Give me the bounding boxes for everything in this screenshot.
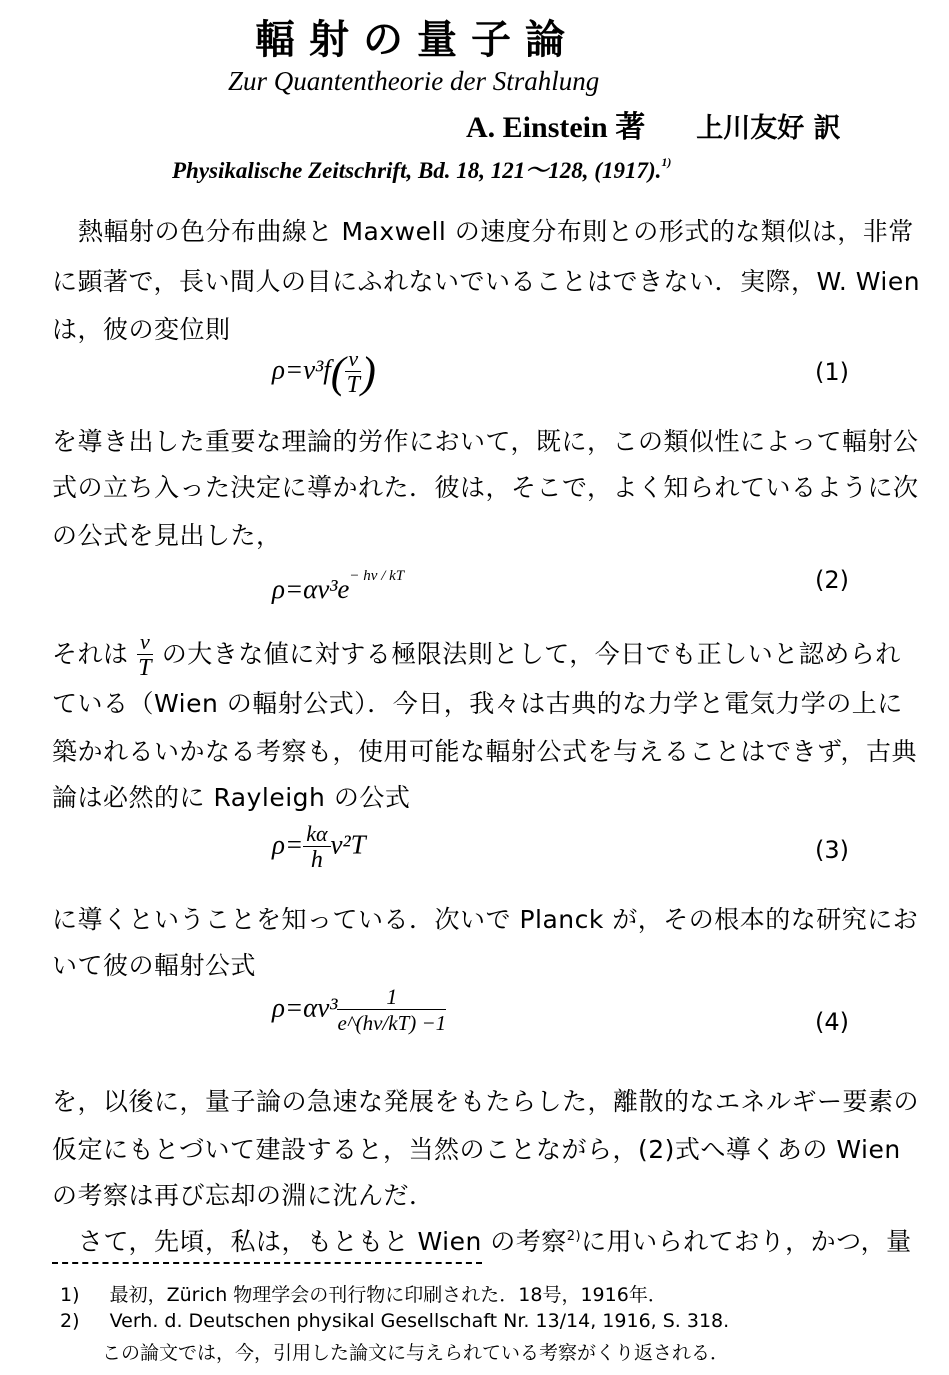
journal-footnote-mark: 1) [661,155,672,169]
equation-4 [272,985,446,1036]
eq3-lhs: ρ= [272,829,304,860]
body-line: 仮定にもとづいて建設すると，当然のことながら，(2)式へ導くあの Wien [52,1135,901,1164]
paper-subtitle: Zur Quantentheorie der Strahlung [228,66,600,96]
frac-numerator: ν [137,630,153,655]
equation-2 [272,568,404,605]
eq4-denominator: e^(hν/kT) −1 [337,1011,447,1035]
footnote-2-mark: 2) [60,1310,80,1332]
eq3-fraction [303,822,330,873]
body-line [78,1222,912,1258]
footnote-1-text: 最初，Zürich 物理学会の刊行物に印刷された．18号，1916年． [109,1284,667,1306]
body-line: いて彼の輻射公式 [52,951,257,980]
footnote-2 [60,1310,729,1332]
equation-2-label: (2) [815,566,849,594]
body-line: 熱輻射の色分布曲線と Maxwell の速度分布則との形式的な類似は，非常 [78,217,914,246]
author: A. Einstein 著 [466,111,646,144]
author-line [466,102,841,146]
text: さて，先頃，私は，もともと Wien の考察 [78,1227,567,1256]
body-line: を導き出した重要な理論的労作において，既に，この類似性によって輻射公 [52,427,919,456]
eq2-exponent: − hν / kT [349,568,405,584]
eq1-lhs: ρ=ν³f [272,354,331,385]
eq1-numerator: ν [345,347,361,372]
equation-3 [272,822,366,873]
footnote-divider [52,1262,482,1264]
footnote-2-text: Verh. d. Deutschen physikal Gesellschaft Nr. 13/14, 1916, S. 318. [109,1310,730,1332]
body-line: の公式を見出した， [52,521,282,550]
body-line: 築かれるいかなる考察も，使用可能な輻射公式を与えることはできず，古典 [52,737,918,766]
eq4-numerator: 1 [337,985,446,1010]
body-line: 式の立ち入った決定に導かれた．彼は，そこで，よく知られているように次 [52,473,919,502]
body-line: は，彼の変位則 [52,315,231,344]
eq3-rhs: ν²T [330,829,366,860]
eq4-fraction [337,985,446,1036]
eq2-lhs: ρ=αν³e [272,574,350,604]
eq3-denominator: h [310,847,323,873]
equation-4-label: (4) [815,1008,849,1036]
journal-text: Physikalische Zeitschrift, Bd. 18, 121〜128, (1917). [172,158,662,183]
body-line: 論は必然的に Rayleigh の公式 [52,783,411,812]
body-line: の考察は再び忘却の淵に沈んだ． [52,1181,435,1210]
equation-1-label: (1) [815,358,849,386]
footnote-2-continued: この論文では，今，引用した論文に与えられている考察がくり返される． [102,1342,730,1364]
inline-fraction [137,630,153,681]
footnote-mark: 2) [566,1229,582,1244]
equation-3-label: (3) [815,836,849,864]
body-line: ている（Wien の輻射公式）．今日，我々は古典的な力学と電気力学の上に [52,689,903,718]
body-line: に導くということを知っている．次いで Planck が，その根本的な研究にお [52,905,919,934]
journal-citation [172,152,671,185]
body-line [52,630,901,681]
eq1-denominator: T [346,372,360,398]
footnote-1-mark: 1) [60,1284,80,1306]
eq1-fraction [345,347,361,398]
text: に用いられており，かつ，量 [581,1227,912,1256]
footnote-1 [60,1280,667,1307]
equation-1: ρ=ν³f( $\frac{\nu}{T}$ ) [272,346,376,398]
text: それは [52,639,129,669]
body-line: を，以後に，量子論の急速な発展をもたらした，離散的なエネルギー要素の [52,1087,920,1116]
frac-denominator: T [138,655,153,681]
eq4-lhs: ρ=αν³ [272,992,338,1023]
translator: 上川友好 訳 [696,113,841,144]
text: の大きな値に対する極限法則として，今日でも正しいと認められ [161,639,901,669]
eq3-numerator: kα [303,822,330,847]
paper-title: 輻射の量子論 [255,17,579,63]
body-line: に顕著で，長い間人の目にふれないでいることはできない．実際，W. Wien [52,267,921,296]
